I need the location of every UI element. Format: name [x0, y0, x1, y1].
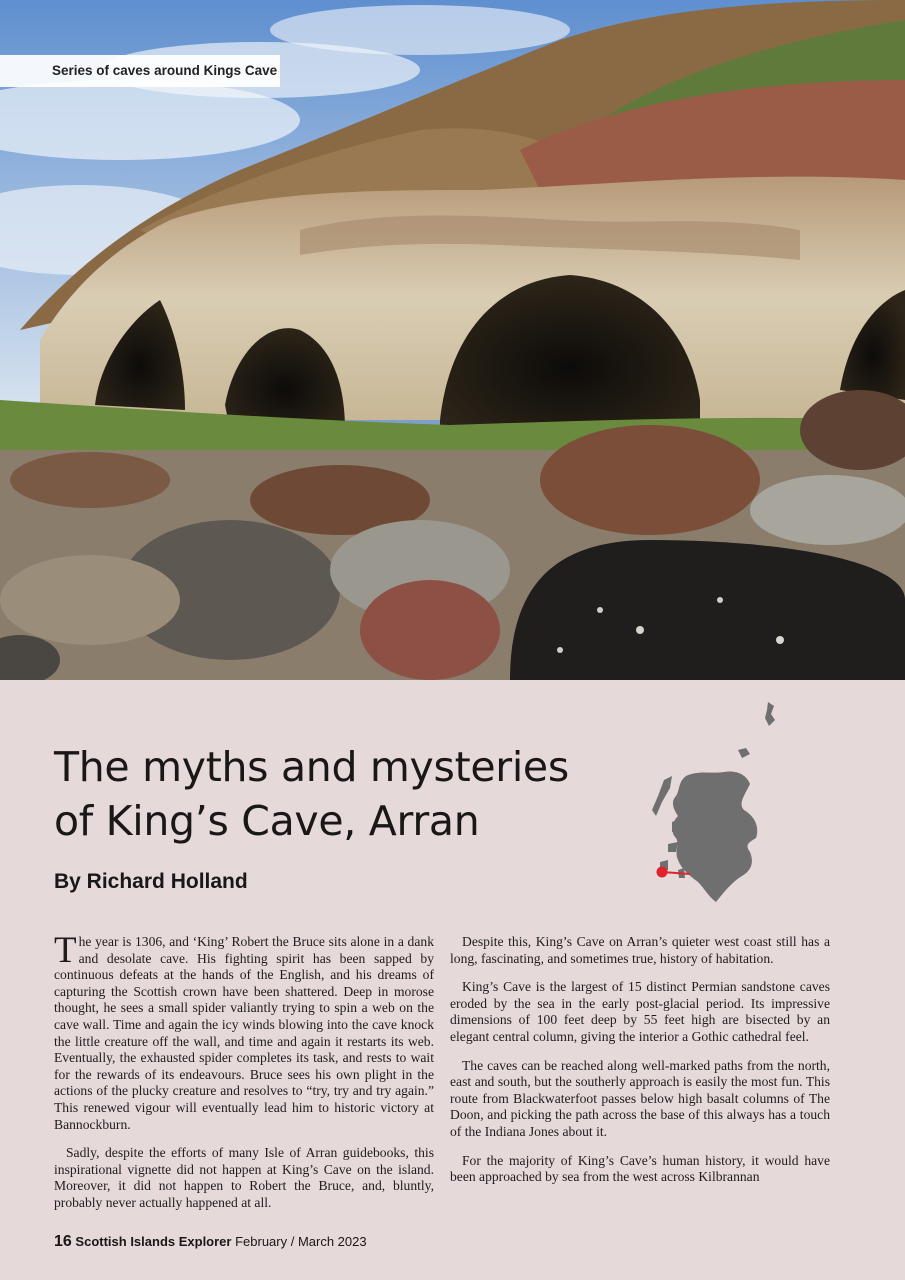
article-column-right	[450, 934, 830, 1198]
issue-date: February / March 2023	[235, 1234, 367, 1249]
paragraph-right-2: King’s Cave is the largest of 15 distinct Permian sandstone caves eroded by the sea in the early post-glacial period. Its impressive dimensions of 100 feet deep by 55 feet high are bisected by an elegant central column, giving the interior a Gothic cathedral feel.	[450, 979, 830, 1044]
arran-location-marker	[657, 867, 668, 878]
paragraph-left-2: Sadly, despite the efforts of many Isle of Arran guidebooks, this inspirational vignette did not happen at King’s Cave on the island. Moreover, it did not happen to Robert the Bruce, and, bluntly, probably never actually happened at all.	[54, 1145, 434, 1210]
photo-caption: Series of caves around Kings Cave	[0, 55, 280, 87]
article-title-line-1: The myths and mysteries	[54, 743, 569, 791]
paragraph-right-3: The caves can be reached along well-marked paths from the north, east and south, but the southerly approach is easily the most fun. This route from Blackwaterfoot passes below high basalt columns of The Doon, and picking the path across the base of this always has a touch of the Indiana Jones about it.	[450, 1057, 830, 1139]
paragraph-right-4: For the majority of King’s Cave’s human history, it would have been approached by sea from the west across Kilbrannan	[450, 1152, 830, 1185]
article-column-left	[54, 930, 434, 1224]
paragraph-left-1-text: he year is 1306, and ‘King’ Robert the Bruce sits alone in a dank and desolate cave. His fighting spirit has been sapped by continuous defeats at the hands of the English, and his dreams of capturing the Scottish crown have been shattered. Deep in morose thought, he sees a small spider valiantly trying to spin a web on the cave wall. Time and again the icy winds blowing into the cave knock the little creature off the wall, and time and again it restarts its web. Eventually, the exhausted spider completes its task, and rests to wait for the rewards of its endeavours. Bruce sees his own plight in the actions of the plucky creature and resolves to “try, try and try again.” This renewed vigour will eventually lead him to historic victory at Bannockburn.	[54, 934, 434, 1132]
magazine-name: Scottish Islands Explorer	[75, 1234, 232, 1249]
page-number: 16	[54, 1233, 72, 1250]
article-title-line-2: of King’s Cave, Arran	[54, 797, 480, 845]
article-byline: By Richard Holland	[54, 870, 248, 893]
scotland-map-icon	[628, 692, 788, 910]
scotland-map-graphic	[628, 692, 788, 910]
article-title	[54, 740, 614, 848]
page-footer	[54, 1233, 367, 1251]
paragraph-right-1: Despite this, King’s Cave on Arran’s quieter west coast still has a long, fascinating, and sometimes true, history of habitation.	[450, 934, 830, 966]
drop-cap: T	[54, 930, 77, 971]
paragraph-left-1	[54, 930, 434, 1133]
